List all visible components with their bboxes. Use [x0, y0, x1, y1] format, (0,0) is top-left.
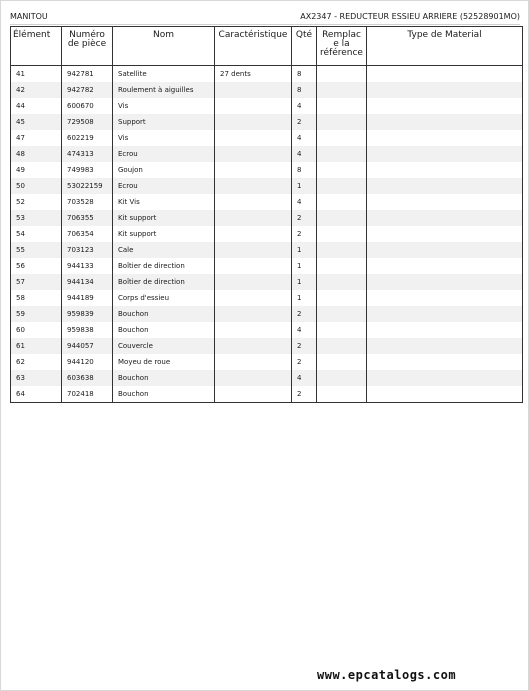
- cell-material-type: [367, 162, 523, 178]
- cell-part-number: 603638: [62, 370, 113, 386]
- cell-material-type: [367, 194, 523, 210]
- table-row: [11, 354, 523, 370]
- cell-qty: 1: [292, 242, 317, 258]
- cell-qty: 2: [292, 354, 317, 370]
- cell-part-number: 942782: [62, 82, 113, 98]
- cell-element: 48: [11, 146, 62, 162]
- cell-element: 54: [11, 226, 62, 242]
- cell-material-type: [367, 82, 523, 98]
- cell-name: Vis: [113, 98, 215, 114]
- table-row: [11, 146, 523, 162]
- cell-replacement: [317, 258, 367, 274]
- cell-replacement: [317, 210, 367, 226]
- col-header-replacement: Remplac e la référence: [317, 27, 367, 66]
- cell-part-number: 703528: [62, 194, 113, 210]
- cell-name: Couvercle: [113, 338, 215, 354]
- cell-material-type: [367, 242, 523, 258]
- cell-element: 56: [11, 258, 62, 274]
- col-header-qty: Qté: [292, 27, 317, 66]
- table-row: [11, 338, 523, 354]
- cell-qty: 2: [292, 226, 317, 242]
- cell-material-type: [367, 338, 523, 354]
- cell-part-number: 942781: [62, 66, 113, 83]
- cell-replacement: [317, 322, 367, 338]
- cell-element: 47: [11, 130, 62, 146]
- cell-qty: 4: [292, 370, 317, 386]
- cell-qty: 1: [292, 290, 317, 306]
- cell-replacement: [317, 386, 367, 403]
- cell-name: Kit support: [113, 210, 215, 226]
- cell-part-number: 959838: [62, 322, 113, 338]
- cell-characteristic: [215, 130, 292, 146]
- cell-qty: 2: [292, 386, 317, 403]
- cell-replacement: [317, 146, 367, 162]
- table-row: [11, 306, 523, 322]
- cell-replacement: [317, 194, 367, 210]
- cell-part-number: 944120: [62, 354, 113, 370]
- cell-name: Corps d'essieu: [113, 290, 215, 306]
- header-divider: [10, 24, 520, 25]
- cell-replacement: [317, 338, 367, 354]
- cell-part-number: 729508: [62, 114, 113, 130]
- cell-characteristic: [215, 338, 292, 354]
- cell-part-number: 944134: [62, 274, 113, 290]
- cell-name: Roulement à aiguilles: [113, 82, 215, 98]
- cell-replacement: [317, 290, 367, 306]
- cell-material-type: [367, 226, 523, 242]
- cell-part-number: 53022159: [62, 178, 113, 194]
- cell-part-number: 706354: [62, 226, 113, 242]
- cell-characteristic: [215, 370, 292, 386]
- table-row: [11, 114, 523, 130]
- parts-table: [10, 26, 523, 403]
- table-row: [11, 98, 523, 114]
- table-row: [11, 226, 523, 242]
- cell-name: Boîtier de direction: [113, 258, 215, 274]
- table-row: [11, 242, 523, 258]
- table-row: [11, 386, 523, 403]
- table-header-row: [11, 27, 523, 66]
- cell-name: Kit support: [113, 226, 215, 242]
- cell-element: 50: [11, 178, 62, 194]
- cell-qty: 2: [292, 210, 317, 226]
- table-row: [11, 130, 523, 146]
- cell-replacement: [317, 114, 367, 130]
- cell-qty: 4: [292, 130, 317, 146]
- cell-qty: 4: [292, 146, 317, 162]
- cell-characteristic: [215, 82, 292, 98]
- table-row: [11, 290, 523, 306]
- cell-element: 62: [11, 354, 62, 370]
- cell-characteristic: [215, 146, 292, 162]
- col-header-characteristic: Caractéristique: [215, 27, 292, 66]
- cell-element: 60: [11, 322, 62, 338]
- cell-characteristic: [215, 114, 292, 130]
- table-row: [11, 210, 523, 226]
- cell-element: 44: [11, 98, 62, 114]
- cell-material-type: [367, 114, 523, 130]
- cell-material-type: [367, 146, 523, 162]
- cell-element: 61: [11, 338, 62, 354]
- cell-part-number: 602219: [62, 130, 113, 146]
- cell-qty: 8: [292, 66, 317, 83]
- table-row: [11, 162, 523, 178]
- brand-label: MANITOU: [10, 12, 48, 21]
- footer-watermark[interactable]: www.epcatalogs.com: [317, 668, 457, 682]
- cell-characteristic: [215, 322, 292, 338]
- cell-material-type: [367, 322, 523, 338]
- cell-element: 55: [11, 242, 62, 258]
- cell-material-type: [367, 370, 523, 386]
- cell-characteristic: [215, 306, 292, 322]
- table-row: [11, 178, 523, 194]
- cell-name: Bouchon: [113, 306, 215, 322]
- table-row: [11, 322, 523, 338]
- col-header-part-number: Numéro de pièce: [62, 27, 113, 66]
- cell-element: 52: [11, 194, 62, 210]
- cell-element: 45: [11, 114, 62, 130]
- cell-material-type: [367, 66, 523, 83]
- cell-part-number: 474313: [62, 146, 113, 162]
- cell-qty: 1: [292, 258, 317, 274]
- cell-qty: 2: [292, 306, 317, 322]
- cell-element: 42: [11, 82, 62, 98]
- table-row: [11, 82, 523, 98]
- cell-element: 53: [11, 210, 62, 226]
- cell-name: Moyeu de roue: [113, 354, 215, 370]
- cell-characteristic: [215, 162, 292, 178]
- cell-replacement: [317, 82, 367, 98]
- cell-name: Bouchon: [113, 370, 215, 386]
- cell-qty: 4: [292, 98, 317, 114]
- cell-material-type: [367, 274, 523, 290]
- cell-element: 49: [11, 162, 62, 178]
- cell-material-type: [367, 130, 523, 146]
- cell-name: Boîtier de direction: [113, 274, 215, 290]
- cell-name: Ecrou: [113, 146, 215, 162]
- cell-replacement: [317, 162, 367, 178]
- cell-characteristic: [215, 258, 292, 274]
- cell-part-number: 944189: [62, 290, 113, 306]
- parts-table-body: [11, 66, 523, 403]
- table-row: [11, 66, 523, 83]
- cell-part-number: 944133: [62, 258, 113, 274]
- cell-element: 59: [11, 306, 62, 322]
- cell-part-number: 703123: [62, 242, 113, 258]
- cell-element: 41: [11, 66, 62, 83]
- cell-material-type: [367, 290, 523, 306]
- cell-replacement: [317, 274, 367, 290]
- cell-characteristic: [215, 290, 292, 306]
- cell-characteristic: [215, 98, 292, 114]
- document-title: AX2347 - REDUCTEUR ESSIEU ARRIERE (52528901MO): [300, 12, 520, 21]
- cell-part-number: 944057: [62, 338, 113, 354]
- cell-element: 64: [11, 386, 62, 403]
- col-header-name: Nom: [113, 27, 215, 66]
- cell-material-type: [367, 98, 523, 114]
- cell-name: Cale: [113, 242, 215, 258]
- cell-element: 57: [11, 274, 62, 290]
- cell-qty: 1: [292, 178, 317, 194]
- cell-part-number: 702418: [62, 386, 113, 403]
- cell-name: Bouchon: [113, 386, 215, 403]
- cell-qty: 2: [292, 114, 317, 130]
- cell-replacement: [317, 178, 367, 194]
- table-row: [11, 370, 523, 386]
- table-row: [11, 258, 523, 274]
- cell-characteristic: [215, 194, 292, 210]
- cell-part-number: 706355: [62, 210, 113, 226]
- cell-characteristic: [215, 274, 292, 290]
- cell-characteristic: [215, 210, 292, 226]
- cell-material-type: [367, 386, 523, 403]
- cell-qty: 8: [292, 162, 317, 178]
- cell-replacement: [317, 98, 367, 114]
- cell-material-type: [367, 354, 523, 370]
- table-row: [11, 274, 523, 290]
- cell-characteristic: [215, 178, 292, 194]
- cell-element: 63: [11, 370, 62, 386]
- cell-material-type: [367, 258, 523, 274]
- cell-replacement: [317, 354, 367, 370]
- cell-characteristic: [215, 386, 292, 403]
- cell-material-type: [367, 178, 523, 194]
- cell-replacement: [317, 66, 367, 83]
- cell-part-number: 959839: [62, 306, 113, 322]
- cell-replacement: [317, 226, 367, 242]
- cell-name: Bouchon: [113, 322, 215, 338]
- cell-name: Satellite: [113, 66, 215, 83]
- cell-name: Support: [113, 114, 215, 130]
- cell-characteristic: [215, 226, 292, 242]
- cell-name: Ecrou: [113, 178, 215, 194]
- cell-characteristic: [215, 242, 292, 258]
- cell-characteristic: 27 dents: [215, 66, 292, 83]
- cell-name: Vis: [113, 130, 215, 146]
- cell-qty: 4: [292, 322, 317, 338]
- cell-material-type: [367, 306, 523, 322]
- cell-replacement: [317, 370, 367, 386]
- cell-element: 58: [11, 290, 62, 306]
- cell-qty: 2: [292, 338, 317, 354]
- cell-part-number: 749983: [62, 162, 113, 178]
- cell-name: Goujon: [113, 162, 215, 178]
- cell-replacement: [317, 242, 367, 258]
- cell-name: Kit Vis: [113, 194, 215, 210]
- cell-qty: 4: [292, 194, 317, 210]
- table-row: [11, 194, 523, 210]
- col-header-element: Élément: [11, 27, 62, 66]
- cell-replacement: [317, 130, 367, 146]
- col-header-material-type: Type de Material: [367, 27, 523, 66]
- cell-part-number: 600670: [62, 98, 113, 114]
- cell-material-type: [367, 210, 523, 226]
- cell-qty: 1: [292, 274, 317, 290]
- cell-characteristic: [215, 354, 292, 370]
- cell-replacement: [317, 306, 367, 322]
- cell-qty: 8: [292, 82, 317, 98]
